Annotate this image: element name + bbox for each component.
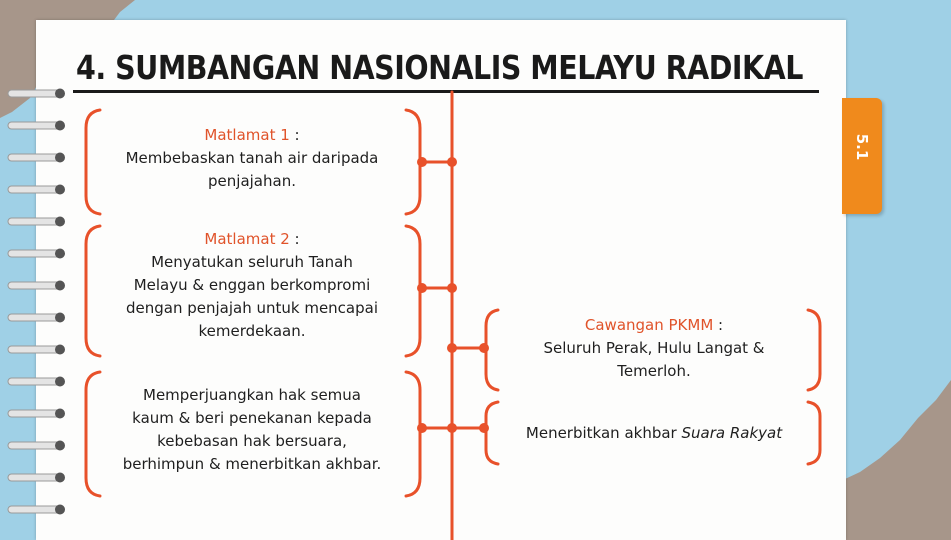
goal-2-sep: :: [289, 230, 300, 248]
goal-2-line: Menyatukan seluruh Tanah: [151, 253, 353, 271]
goal-2-line: dengan penjajah untuk mencapai: [125, 299, 379, 317]
goal-1-line: penjajahan.: [208, 172, 296, 190]
node-dot: [479, 423, 489, 433]
newspaper-text: Menerbitkan akhbar: [525, 424, 682, 442]
node-dot: [479, 343, 489, 353]
goal-1-line: Membebaskan tanah air daripada: [125, 149, 379, 167]
goal-2-line: kemerdekaan.: [198, 322, 306, 340]
goal-1-label: Matlamat 1: [204, 126, 290, 144]
struggle-line: kaum & beri penekanan kepada: [132, 409, 372, 427]
page-title: 4. SUMBANGAN NASIONALIS MELAYU RADIKAL: [76, 48, 803, 87]
goal-1-sep: :: [289, 126, 300, 144]
node-dot: [447, 283, 457, 293]
node-dot: [417, 283, 427, 293]
node-dot: [417, 157, 427, 167]
pkmm-branch-sep: :: [713, 316, 724, 334]
pkmm-branch-box: [494, 314, 814, 383]
goal-1-box: [92, 124, 412, 193]
goal-2-box: [92, 228, 412, 343]
node-dot: [447, 423, 457, 433]
pkmm-branch-label: Cawangan PKMM: [584, 316, 714, 334]
struggle-line: berhimpun & menerbitkan akhbar.: [122, 455, 382, 473]
pkmm-branch-line: Seluruh Perak, Hulu Langat &: [543, 339, 765, 357]
section-tab-label: 5.1: [853, 133, 871, 161]
newspaper-title: Suara Rakyat: [681, 424, 783, 442]
goal-2-line: Melayu & enggan berkompromi: [133, 276, 371, 294]
node-dot: [417, 423, 427, 433]
newspaper-box: [490, 422, 818, 445]
node-dot: [447, 343, 457, 353]
struggle-box: [92, 384, 412, 476]
struggle-line: Memperjuangkan hak semua: [143, 386, 361, 404]
goal-2-label: Matlamat 2: [204, 230, 290, 248]
struggle-line: kebebasan hak bersuara,: [157, 432, 347, 450]
node-dot: [447, 157, 457, 167]
pkmm-branch-line: Temerloh.: [617, 362, 691, 380]
